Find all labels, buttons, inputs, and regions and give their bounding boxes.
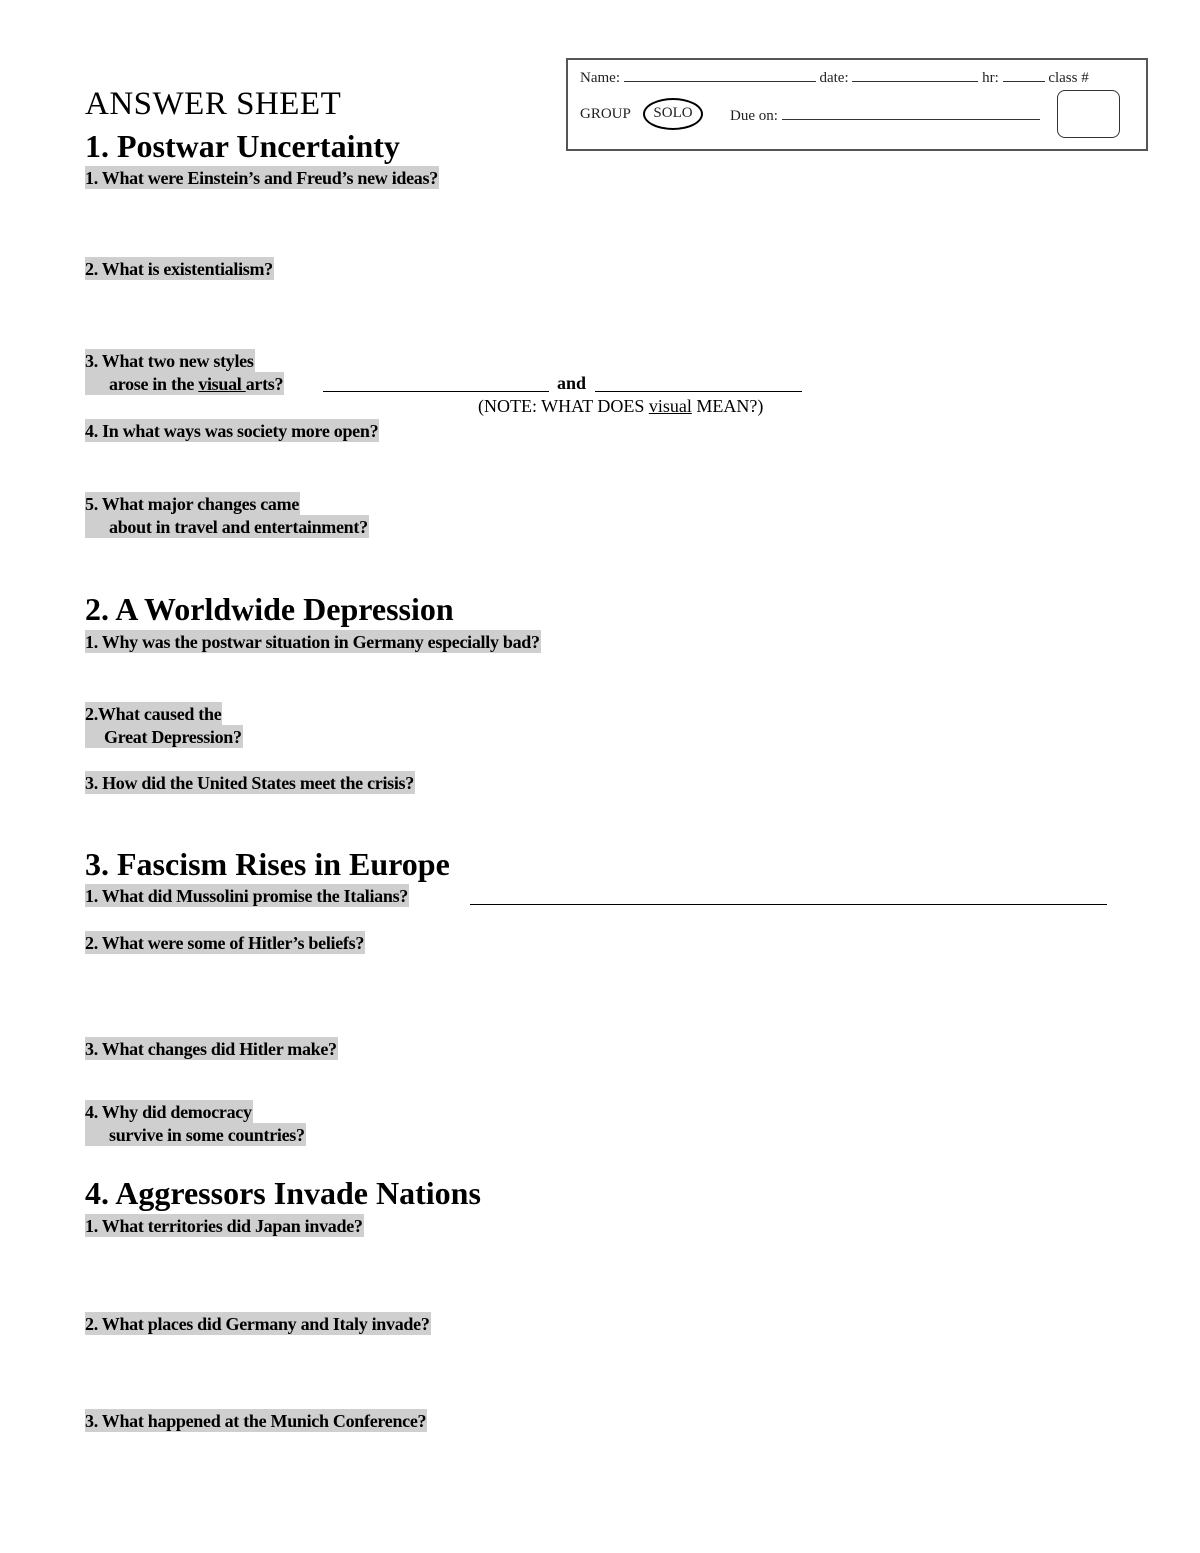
section-3-heading: 3. Fascism Rises in Europe (85, 846, 450, 882)
answer-sheet-title: ANSWER SHEET (85, 86, 342, 122)
s4-question-2: 2. What places did Germany and Italy invade? (85, 1314, 430, 1334)
visual-note: (NOTE: WHAT DOES visual MEAN?) (478, 396, 764, 416)
s1-question-1: 1. What were Einstein’s and Freud’s new ideas? (85, 168, 438, 188)
due-date-field[interactable] (782, 106, 1040, 120)
s1-question-3: 3. What two new styles arose in the visual arts? (85, 351, 284, 394)
s4-question-1: 1. What territories did Japan invade? (85, 1216, 363, 1236)
section-1-heading: 1. Postwar Uncertainty (85, 128, 400, 164)
and-connector: and (557, 373, 587, 393)
group-label[interactable]: GROUP (580, 106, 631, 122)
s1-question-5: 5. What major changes came about in travel and entertainment? (85, 494, 368, 537)
due-row (730, 106, 1040, 125)
s3-question-3: 3. What changes did Hitler make? (85, 1039, 337, 1059)
name-label: Name: (580, 70, 620, 86)
s3-question-2: 2. What were some of Hitler’s beliefs? (85, 933, 365, 953)
date-label: date: (819, 70, 849, 86)
s4-question-3: 3. What happened at the Munich Conference? (85, 1411, 427, 1431)
s3-question-1: 1. What did Mussolini promise the Italians? (85, 886, 409, 906)
name-field[interactable] (624, 68, 816, 82)
s2-question-3: 3. How did the United States meet the crisis? (85, 773, 414, 793)
section-4-heading: 4. Aggressors Invade Nations (85, 1175, 481, 1211)
due-label: Due on: (730, 108, 778, 124)
s2-question-2: 2.What caused the Great Depression? (85, 704, 242, 747)
s1-q3-answer-blank-1[interactable] (323, 391, 549, 392)
hr-label: hr: (982, 70, 999, 86)
solo-option-circled[interactable]: SOLO (643, 98, 703, 130)
s1-question-4: 4. In what ways was society more open? (85, 421, 379, 441)
s2-question-1: 1. Why was the postwar situation in Germany especially bad? (85, 632, 540, 652)
s1-q3-answer-blank-2[interactable] (595, 391, 802, 392)
hr-field[interactable] (1003, 68, 1045, 82)
date-field[interactable] (852, 68, 978, 82)
s3-question-4: 4. Why did democracy survive in some countries? (85, 1102, 305, 1145)
class-number-label: class # (1048, 70, 1089, 86)
student-info-box (566, 58, 1148, 151)
class-number-box[interactable] (1057, 90, 1120, 138)
s3-q1-answer-blank[interactable] (470, 904, 1107, 905)
section-2-heading: 2. A Worldwide Depression (85, 591, 454, 627)
s1-question-2: 2. What is existentialism? (85, 259, 273, 279)
name-date-row (580, 68, 1089, 87)
